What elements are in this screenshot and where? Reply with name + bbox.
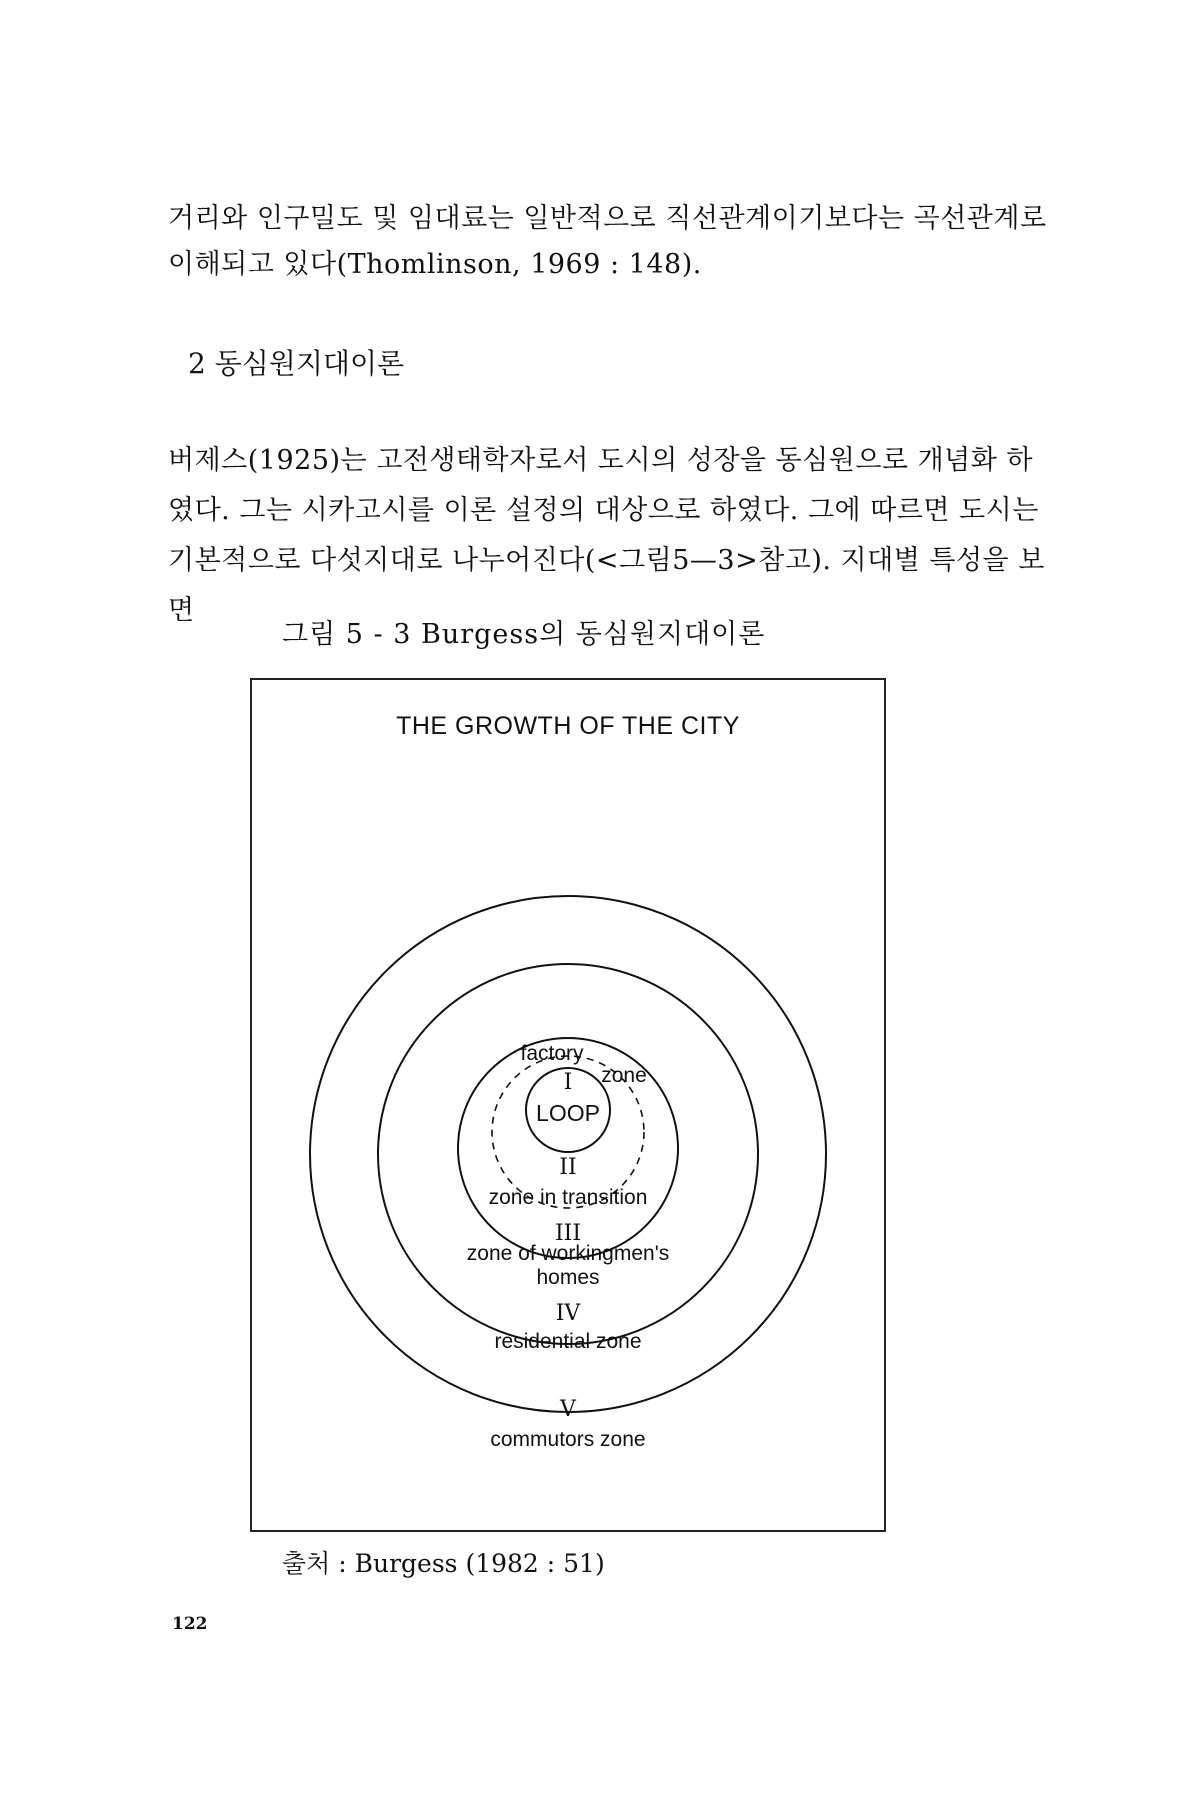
body-paragraph-2: 버제스(1925)는 고전생태학자로서 도시의 성장을 동심원으로 개념화 하였다. 그는 시카고시를 이론 설정의 대상으로 하였다. 그에 따르면 도시는 기본적으로 다섯지대로 나누어진다(<그림5—3>참고). 지대별 특성을 보면 xyxy=(168,445,1045,626)
concentric-zone-diagram xyxy=(252,680,884,1530)
zone-3-label-1: zone of workingmen's xyxy=(466,1242,670,1265)
zone-3-label-2: homes xyxy=(536,1266,600,1289)
body-paragraph-1: 거리와 인구밀도 및 임대료는 일반적으로 직선관계이기보다는 곡선관계로 이해되고 있다(Thomlinson, 1969 : 148). xyxy=(168,203,1047,280)
factory-zone-label-2: zone xyxy=(601,1064,647,1087)
section-heading: 2 동심원지대이론 xyxy=(188,347,405,380)
zone-1-numeral: I xyxy=(563,1070,573,1095)
zone-3-numeral: III xyxy=(554,1221,582,1246)
figure-caption: 그림 5 - 3 Burgess의 동심원지대이론 xyxy=(282,619,766,650)
zone-4-numeral: IV xyxy=(555,1301,581,1326)
source-note: 출처 : Burgess (1982 : 51) xyxy=(282,1549,605,1578)
zone-2-label: zone in transition xyxy=(488,1186,648,1209)
zone-5-label: commutors zone xyxy=(490,1428,646,1451)
zone-2-numeral: II xyxy=(559,1155,577,1180)
page-number: 122 xyxy=(172,1614,208,1634)
zone-4-label: residential zone xyxy=(494,1330,642,1353)
zone-1-label: LOOP xyxy=(536,1100,600,1126)
zone-5-numeral: V xyxy=(560,1397,576,1422)
factory-zone-label-1: factory xyxy=(520,1042,584,1065)
figure-title: THE GROWTH OF THE CITY xyxy=(396,712,740,740)
figure-frame xyxy=(250,678,886,1532)
